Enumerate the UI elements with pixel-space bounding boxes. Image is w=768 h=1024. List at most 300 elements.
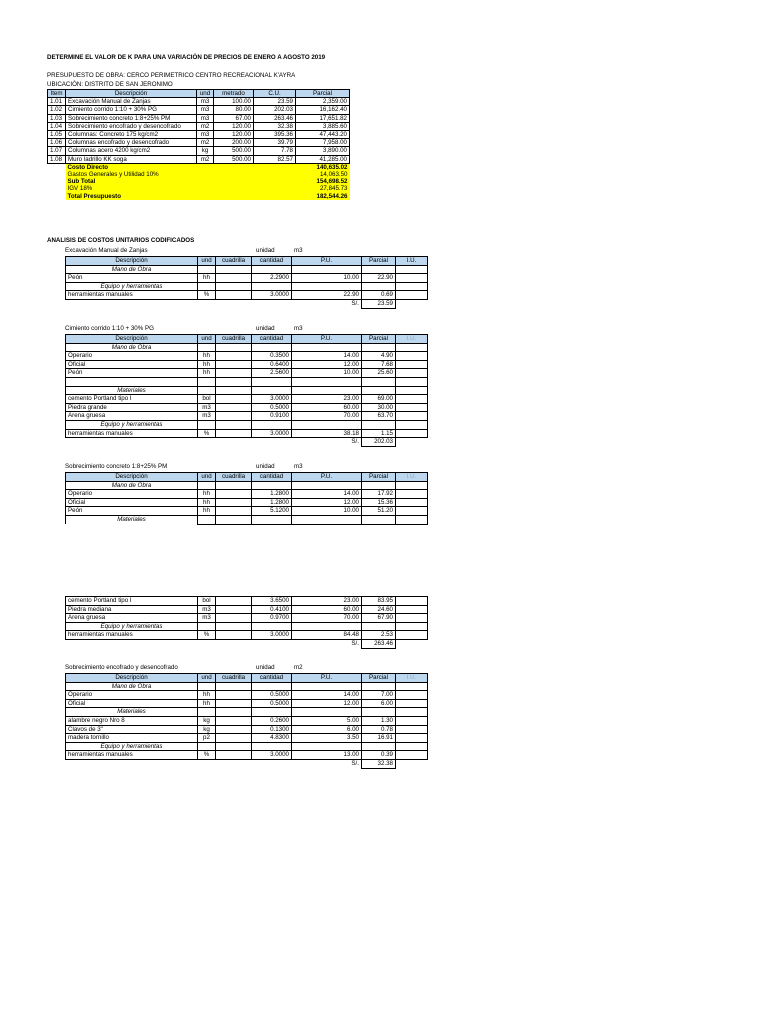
budget-item-code: 1.01: [48, 98, 66, 106]
apu-resource-description: Operario: [66, 352, 198, 361]
apu-header-cuadrilla: cuadrilla: [216, 674, 252, 683]
apu-table: [65, 334, 428, 447]
apu-resource-unit-price: 13.00: [292, 751, 362, 760]
apu-empty-cell: [216, 386, 252, 395]
apu-resource-iu: [396, 507, 428, 516]
budget-metrado: 500.00: [214, 155, 254, 163]
apu-resource-crew: [216, 614, 252, 623]
apu-category-row: [66, 708, 428, 717]
apu-resource-unit-price: 23.00: [292, 395, 362, 404]
apu-category-label: Materiales: [66, 515, 198, 524]
apu-category-row: [66, 481, 428, 490]
apu-resource-row: [66, 716, 428, 725]
apu-header-parcial: Parcial: [362, 257, 396, 266]
apu-resource-iu: [396, 403, 428, 412]
apu-resource-row: [66, 395, 428, 404]
apu-resource-row: [66, 597, 428, 606]
budget-item-code: 1.07: [48, 147, 66, 155]
apu-empty-cell: [252, 386, 292, 395]
apu-resource-row: [66, 352, 428, 361]
apu-name: Sobrecimiento concreto 1:8+25% PM: [65, 463, 168, 470]
apu-total-value: 32.38: [362, 759, 396, 768]
budget-description: Columnas: Concreto 175 kg/cm2: [66, 131, 197, 139]
apu-empty-cell: [362, 708, 396, 717]
apu-total-value: 263.46: [362, 639, 396, 648]
summary-value: 182,544.26: [296, 193, 350, 200]
apu-resource-crew: [216, 360, 252, 369]
apu-empty-cell: [362, 343, 396, 352]
apu-empty-cell: [362, 265, 396, 274]
apu-unit-value: m2: [294, 664, 303, 671]
apu-category-row: [66, 682, 428, 691]
apu-empty-cell: [292, 377, 362, 386]
summary-label: Sub Total: [66, 178, 296, 185]
apu-resource-row: [66, 274, 428, 283]
apu-empty-cell: [198, 386, 216, 395]
apu-resource-unit: hh: [198, 490, 216, 499]
apu-resource-partial: 1.30: [362, 716, 396, 725]
apu-resource-crew: [216, 597, 252, 606]
apu-empty-cell: [396, 420, 428, 429]
project-location: UBICACIÓN: DISTRITO DE SAN JERONIMO: [47, 81, 173, 88]
apu-resource-iu: [396, 352, 428, 361]
header-unit-cost: C.U.: [254, 90, 296, 98]
apu-resource-quantity: 0.9100: [252, 412, 292, 421]
budget-partial: 17,651.82: [296, 114, 350, 122]
apu-resource-crew: [216, 498, 252, 507]
apu-category-label: Mano de Obra: [66, 682, 198, 691]
apu-total-value: 202.03: [362, 438, 396, 447]
apu-resource-unit: hh: [198, 498, 216, 507]
apu-resource-quantity: 3.0000: [252, 395, 292, 404]
apu-resource-iu: [396, 751, 428, 760]
apu-empty-cell: [362, 622, 396, 631]
apu-resource-partial: 22.90: [362, 274, 396, 283]
apu-resource-unit: %: [198, 429, 216, 438]
apu-resource-partial: 67.90: [362, 614, 396, 623]
apu-header-cuadrilla: cuadrilla: [216, 335, 252, 344]
apu-resource-unit-price: 70.00: [292, 412, 362, 421]
apu-resource-quantity: 0.6400: [252, 360, 292, 369]
apu-total-spacer: [396, 299, 428, 308]
apu-resource-iu: [396, 597, 428, 606]
apu-resource-row: [66, 360, 428, 369]
apu-resource-description: herramientas manuales: [66, 751, 198, 760]
budget-summary-row: [48, 193, 350, 200]
budget-row: [48, 131, 350, 139]
apu-category-label: Equipo y herramientas: [66, 622, 198, 631]
apu-resource-iu: [396, 274, 428, 283]
apu-header-row: [66, 674, 428, 683]
apu-header-pu: P.U.: [292, 473, 362, 482]
budget-item-code: 1.05: [48, 131, 66, 139]
apu-resource-quantity: 0.5000: [252, 403, 292, 412]
apu-resource-description: madera tornillo: [66, 734, 198, 743]
budget-unit-cost: 39.79: [254, 139, 296, 147]
apu-empty-cell: [252, 682, 292, 691]
apu-empty-cell: [252, 377, 292, 386]
apu-total-spacer: [396, 639, 428, 648]
apu-header-und: und: [198, 257, 216, 266]
apu-resource-partial: 25.60: [362, 369, 396, 378]
apu-empty-cell: [252, 265, 292, 274]
apu-category-label: Mano de Obra: [66, 265, 198, 274]
apu-unit-value: m3: [294, 247, 303, 254]
header-unit: und: [197, 90, 214, 98]
budget-table: [47, 89, 350, 200]
apu-resource-crew: [216, 274, 252, 283]
apu-resource-partial: 1.15: [362, 429, 396, 438]
apu-total-spacer: [396, 759, 428, 768]
apu-resource-unit: hh: [198, 274, 216, 283]
apu-resource-description: cemento Portland tipo I: [66, 597, 198, 606]
apu-resource-crew: [216, 691, 252, 700]
apu-resource-description: Peón: [66, 507, 198, 516]
budget-partial: 16,162.40: [296, 106, 350, 114]
apu-resource-unit-price: 84.48: [292, 631, 362, 640]
apu-empty-cell: [216, 420, 252, 429]
apu-total-currency: S/.: [292, 759, 362, 768]
apu-unit-label: unidad: [256, 325, 275, 332]
apu-header-row: [66, 473, 428, 482]
apu-resource-description: Operario: [66, 490, 198, 499]
apu-total-currency: S/.: [292, 438, 362, 447]
apu-header-parcial: Parcial: [362, 473, 396, 482]
apu-empty-cell: [216, 622, 252, 631]
apu-resource-partial: 63.70: [362, 412, 396, 421]
summary-value: 14,063.50: [296, 171, 350, 178]
apu-resource-unit-price: 5.00: [292, 716, 362, 725]
apu-category-row: [66, 622, 428, 631]
apu-resource-description: Peón: [66, 274, 198, 283]
apu-empty-cell: [292, 708, 362, 717]
apu-resource-iu: [396, 691, 428, 700]
apu-resource-unit-price: 14.00: [292, 490, 362, 499]
apu-resource-row: [66, 699, 428, 708]
apu-total-row: [66, 759, 428, 768]
apu-header-cuadrilla: cuadrilla: [216, 473, 252, 482]
budget-metrado: 120.00: [214, 131, 254, 139]
apu-empty-cell: [216, 682, 252, 691]
apu-resource-iu: [396, 631, 428, 640]
apu-empty-cell: [396, 682, 428, 691]
apu-category-row: [66, 742, 428, 751]
summary-spacer: [48, 171, 66, 178]
apu-total-spacer: [66, 639, 292, 648]
apu-total-value: 23.59: [362, 299, 396, 308]
budget-unit: m3: [197, 106, 214, 114]
apu-empty-cell: [362, 481, 396, 490]
apu-resource-partial: 4.90: [362, 352, 396, 361]
apu-resource-iu: [396, 716, 428, 725]
apu-empty-cell: [396, 265, 428, 274]
apu-resource-description: Arena gruesa: [66, 614, 198, 623]
apu-resource-row: [66, 490, 428, 499]
apu-table: [65, 256, 428, 309]
budget-description: Columnas encofrado y desencofrado: [66, 139, 197, 147]
apu-header-iu: I.U.: [396, 674, 428, 683]
header-partial: Parcial: [296, 90, 350, 98]
summary-spacer: [48, 185, 66, 192]
apu-empty-cell: [66, 377, 198, 386]
budget-unit-cost: 82.57: [254, 155, 296, 163]
summary-spacer: [48, 163, 66, 171]
apu-empty-cell: [292, 386, 362, 395]
apu-resource-crew: [216, 395, 252, 404]
apu-resource-iu: [396, 498, 428, 507]
apu-resource-iu: [396, 725, 428, 734]
apu-header-desc: Descripción: [66, 335, 198, 344]
budget-partial: 3,890.00: [296, 147, 350, 155]
budget-metrado: 200.00: [214, 139, 254, 147]
apu-resource-quantity: 0.2600: [252, 716, 292, 725]
apu-category-row: [66, 386, 428, 395]
budget-unit-cost: 263.46: [254, 114, 296, 122]
apu-resource-partial: 17.92: [362, 490, 396, 499]
apu-empty-cell: [198, 265, 216, 274]
apu-unit-value: m3: [294, 463, 303, 470]
apu-resource-unit: %: [198, 291, 216, 300]
apu-resource-description: Clavos de 3": [66, 725, 198, 734]
apu-resource-unit-price: 12.00: [292, 360, 362, 369]
apu-resource-crew: [216, 751, 252, 760]
apu-resource-quantity: 1.2800: [252, 490, 292, 499]
apu-empty-cell: [198, 481, 216, 490]
apu-header-desc: Descripción: [66, 257, 198, 266]
apu-resource-unit: hh: [198, 691, 216, 700]
apu-empty-cell: [252, 742, 292, 751]
apu-resource-partial: 2.53: [362, 631, 396, 640]
apu-resource-unit: bol: [198, 395, 216, 404]
apu-resource-row: [66, 291, 428, 300]
budget-partial: 3,885.60: [296, 122, 350, 130]
apu-resource-iu: [396, 490, 428, 499]
apu-empty-cell: [396, 742, 428, 751]
apu-resource-quantity: 3.0000: [252, 429, 292, 438]
apu-empty-cell: [252, 420, 292, 429]
budget-unit: m3: [197, 98, 214, 106]
apu-resource-unit-price: 14.00: [292, 691, 362, 700]
apu-resource-unit-price: 10.00: [292, 369, 362, 378]
summary-value: 140,635.02: [296, 163, 350, 171]
apu-total-row: [66, 639, 428, 648]
apu-resource-unit-price: 70.00: [292, 614, 362, 623]
apu-header-row: [66, 257, 428, 266]
apu-header-parcial: Parcial: [362, 674, 396, 683]
apu-resource-row: [66, 369, 428, 378]
apu-resource-description: Arena gruesa: [66, 412, 198, 421]
apu-resource-row: [66, 412, 428, 421]
apu-resource-unit: hh: [198, 699, 216, 708]
apu-empty-cell: [292, 481, 362, 490]
apu-resource-quantity: 0.4100: [252, 605, 292, 614]
budget-description: Muro ladrillo KK soga: [66, 155, 197, 163]
budget-item-code: 1.04: [48, 122, 66, 130]
apu-empty-cell: [252, 708, 292, 717]
document-title: DETERMINE EL VALOR DE K PARA UNA VARIACIÓN DE PRECIOS DE ENERO A AGOSTO 2019: [47, 54, 326, 61]
budget-description: Sobrecimiento encofrado y desencofrado: [66, 122, 197, 130]
apu-category-row: [66, 515, 428, 524]
apu-resource-crew: [216, 507, 252, 516]
apu-header-cantidad: cantidad: [252, 674, 292, 683]
apu-resource-partial: 7.68: [362, 360, 396, 369]
apu-resource-description: Oficial: [66, 699, 198, 708]
budget-unit-cost: 32.38: [254, 122, 296, 130]
apu-category-label: Materiales: [66, 708, 198, 717]
apu-resource-unit: hh: [198, 369, 216, 378]
apu-empty-cell: [216, 515, 252, 524]
apu-resource-partial: 24.60: [362, 605, 396, 614]
apu-resource-unit: m3: [198, 605, 216, 614]
apu-resource-iu: [396, 369, 428, 378]
apu-resource-description: herramientas manuales: [66, 291, 198, 300]
apu-category-label: Equipo y herramientas: [66, 282, 198, 291]
apu-empty-cell: [198, 377, 216, 386]
apu-resource-quantity: 0.1300: [252, 725, 292, 734]
apu-total-spacer: [66, 759, 292, 768]
budget-description: Excavación Manual de Zanjas: [66, 98, 197, 106]
budget-unit-cost: 23.59: [254, 98, 296, 106]
apu-empty-cell: [216, 265, 252, 274]
apu-category-label: Materiales: [66, 386, 198, 395]
apu-empty-cell: [198, 515, 216, 524]
apu-resource-unit-price: 3.50: [292, 734, 362, 743]
apu-resource-row: [66, 605, 428, 614]
apu-resource-unit-price: 60.00: [292, 403, 362, 412]
apu-resource-unit: bol: [198, 597, 216, 606]
apu-empty-cell: [252, 622, 292, 631]
header-metrado: metrado: [214, 90, 254, 98]
budget-item-code: 1.08: [48, 155, 66, 163]
budget-partial: 47,443.20: [296, 131, 350, 139]
apu-resource-description: Operario: [66, 691, 198, 700]
apu-resource-unit: p2: [198, 734, 216, 743]
header-item: Item: [48, 90, 66, 98]
apu-empty-cell: [396, 481, 428, 490]
apu-resource-crew: [216, 291, 252, 300]
apu-resource-row: [66, 725, 428, 734]
apu-unit-label: unidad: [256, 463, 275, 470]
summary-label: Gastos Generales y Utilidad 10%: [66, 171, 296, 178]
budget-metrado: 120.00: [214, 122, 254, 130]
apu-resource-partial: 0.69: [362, 291, 396, 300]
budget-summary-row: [48, 171, 350, 178]
budget-metrado: 67.00: [214, 114, 254, 122]
apu-resource-description: alambre negro Nro 8: [66, 716, 198, 725]
apu-resource-unit: m3: [198, 614, 216, 623]
apu-resource-unit: m3: [198, 412, 216, 421]
apu-resource-quantity: 2.5600: [252, 369, 292, 378]
budget-unit: m3: [197, 131, 214, 139]
budget-description: Columnas acero 4200 kg/cm2: [66, 147, 197, 155]
apu-category-label: Equipo y herramientas: [66, 420, 198, 429]
budget-unit-cost: 7.78: [254, 147, 296, 155]
apu-resource-iu: [396, 699, 428, 708]
budget-unit-cost: 395.36: [254, 131, 296, 139]
apu-resource-crew: [216, 605, 252, 614]
apu-resource-row: [66, 751, 428, 760]
apu-header-desc: Descripción: [66, 674, 198, 683]
apu-empty-cell: [198, 682, 216, 691]
apu-empty-cell: [292, 420, 362, 429]
apu-empty-cell: [198, 282, 216, 291]
apu-resource-iu: [396, 412, 428, 421]
apu-blank-row: [66, 377, 428, 386]
budget-summary-row: [48, 163, 350, 171]
apu-resource-unit-price: 10.00: [292, 274, 362, 283]
apu-empty-cell: [362, 742, 396, 751]
apu-resource-unit-price: 22.90: [292, 291, 362, 300]
apu-resource-unit: kg: [198, 716, 216, 725]
apu-resource-quantity: 4.8300: [252, 734, 292, 743]
apu-empty-cell: [216, 481, 252, 490]
apu-name: Cimiento corrido 1:10 + 30% PG: [65, 325, 154, 332]
apu-resource-unit: hh: [198, 352, 216, 361]
apu-empty-cell: [362, 515, 396, 524]
apu-unit-value: m3: [294, 325, 303, 332]
budget-row: [48, 147, 350, 155]
apu-empty-cell: [362, 682, 396, 691]
apu-resource-row: [66, 507, 428, 516]
apu-total-currency: S/.: [292, 299, 362, 308]
summary-label: Total Presupuesto: [66, 193, 296, 200]
apu-total-spacer: [396, 438, 428, 447]
apu-resource-crew: [216, 352, 252, 361]
apu-header-cuadrilla: cuadrilla: [216, 257, 252, 266]
apu-empty-cell: [292, 265, 362, 274]
budget-metrado: 80.00: [214, 106, 254, 114]
apu-resource-quantity: 0.5000: [252, 699, 292, 708]
apu-empty-cell: [198, 622, 216, 631]
apu-resource-partial: 83.95: [362, 597, 396, 606]
apu-name: Excavación Manual de Zanjas: [65, 247, 148, 254]
apu-empty-cell: [396, 377, 428, 386]
budget-item-code: 1.03: [48, 114, 66, 122]
budget-partial: 41,285.00: [296, 155, 350, 163]
apu-resource-unit-price: 6.00: [292, 725, 362, 734]
budget-metrado: 500.00: [214, 147, 254, 155]
apu-resource-unit: %: [198, 631, 216, 640]
apu-header-parcial: Parcial: [362, 335, 396, 344]
apu-empty-cell: [362, 386, 396, 395]
apu-resource-partial: 16.91: [362, 734, 396, 743]
apu-resource-unit: %: [198, 751, 216, 760]
apu-empty-cell: [252, 515, 292, 524]
apu-resource-partial: 6.00: [362, 699, 396, 708]
apu-total-row: [66, 299, 428, 308]
apu-total-currency: S/.: [292, 639, 362, 648]
apu-empty-cell: [252, 343, 292, 352]
apu-header-pu: P.U.: [292, 257, 362, 266]
summary-spacer: [48, 178, 66, 185]
apu-resource-unit-price: 23.00: [292, 597, 362, 606]
apu-resource-partial: 7.00: [362, 691, 396, 700]
budget-unit: m2: [197, 122, 214, 130]
apu-resource-partial: 15.36: [362, 498, 396, 507]
apu-resource-row: [66, 631, 428, 640]
apu-empty-cell: [362, 282, 396, 291]
apu-header-cantidad: cantidad: [252, 473, 292, 482]
apu-resource-row: [66, 691, 428, 700]
apu-table: [65, 673, 428, 769]
apu-header-pu: P.U.: [292, 335, 362, 344]
budget-description: Sobrecimiento concreto 1:8+25% PM: [66, 114, 197, 122]
apu-category-label: Equipo y herramientas: [66, 742, 198, 751]
apu-resource-quantity: 2.2900: [252, 274, 292, 283]
apu-header-cantidad: cantidad: [252, 335, 292, 344]
summary-label: IGV 18%: [66, 185, 296, 192]
apu-total-row: [66, 438, 428, 447]
